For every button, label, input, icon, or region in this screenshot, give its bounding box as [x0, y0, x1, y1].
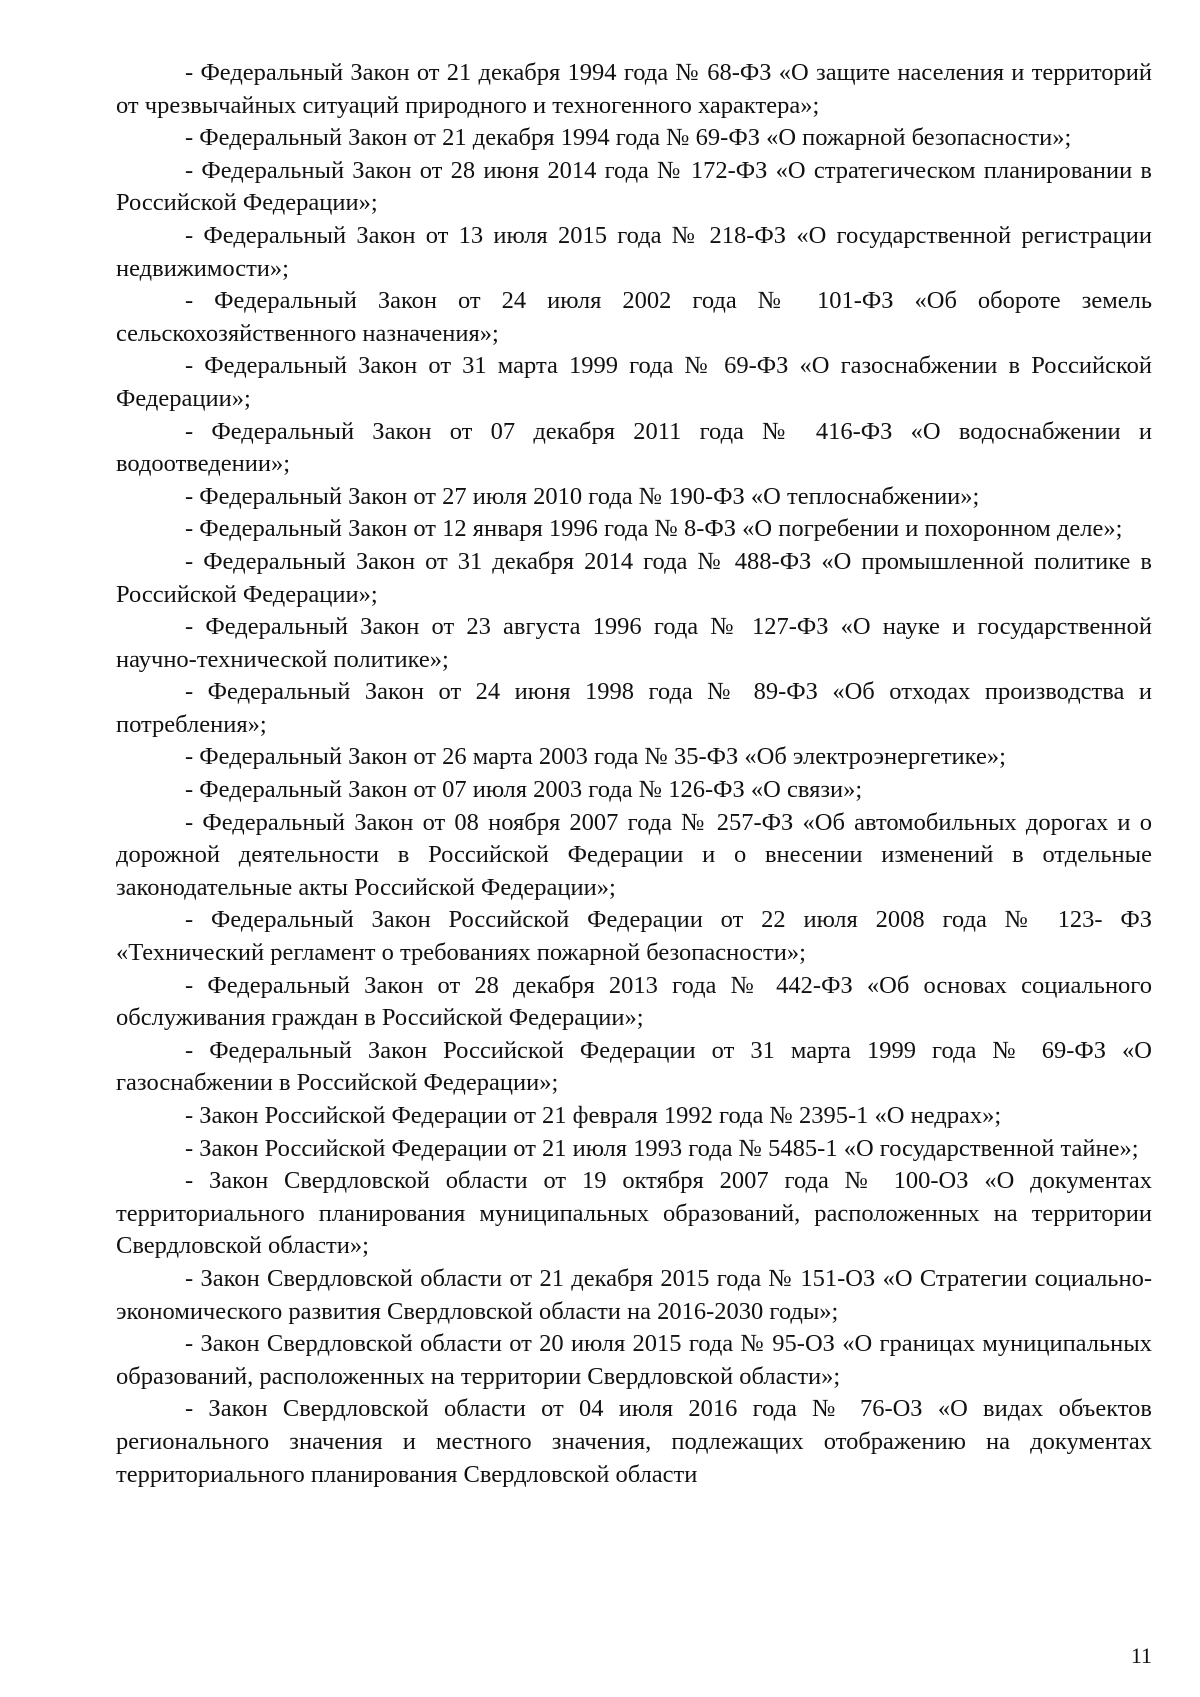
law-item: - Федеральный Закон от 24 июня 1998 года № 89-ФЗ «Об отходах производства и потребления»;	[116, 678, 1152, 738]
law-item: - Федеральный Закон от 12 января 1996 года № 8-ФЗ «О погребении и похоронном деле»;	[185, 515, 1123, 543]
law-item: - Закон Российской Федерации от 21 февраля 1992 года № 2395-1 «О недрах»;	[185, 1102, 1002, 1129]
law-item: - Закон Свердловской области от 21 декабря 2015 года № 151-ОЗ «О Стратегии социально-экономического развития Свердловской области на 2016-2030 годы»;	[116, 1264, 1152, 1325]
law-item: - Федеральный Закон от 26 марта 2003 года № 35-ФЗ «Об электроэнергетике»;	[185, 743, 1006, 771]
law-item: - Федеральный Закон от 21 декабря 1994 года № 69-ФЗ «О пожарной безопасности»;	[185, 124, 1072, 152]
page-number: 11	[1130, 1643, 1152, 1668]
law-item: - Федеральный Закон от 13 июля 2015 года № 218-ФЗ «О государственной регистрации недвижимости»;	[116, 221, 1152, 282]
law-item: - Федеральный Закон от 31 марта 1999 года № 69-ФЗ «О газоснабжении в Российской Федерации»;	[116, 352, 1152, 412]
law-item: - Закон Свердловской области от 04 июля 2016 года № 76-ОЗ «О видах объектов регионального значения и местного значения, подлежащих отображению на документах территориального планирования Свердловской области	[116, 1395, 1152, 1488]
law-item: - Федеральный Закон Российской Федерации от 22 июля 2008 года № 123- ФЗ «Технический регламент о требованиях пожарной безопасности»;	[116, 906, 1152, 967]
law-item: - Закон Свердловской области от 20 июля 2015 года № 95-ОЗ «О границах муниципальных образований, расположенных на территории Свердловской области»;	[116, 1330, 1152, 1390]
law-item: - Федеральный Закон от 31 декабря 2014 года № 488-ФЗ «О промышленной политике в Российской Федерации»;	[116, 547, 1152, 608]
law-item: - Федеральный Закон от 08 ноября 2007 года № 257-ФЗ «Об автомобильных дорогах и о дорожной деятельности в Российской Федерации и о внесении изменений в отдельные законодательные акты Российской Федерации»;	[116, 808, 1152, 901]
law-item: - Федеральный Закон от 28 июня 2014 года № 172-ФЗ «О стратегическом планировании в Российской Федерации»;	[116, 156, 1152, 217]
law-item: - Закон Свердловской области от 19 октября 2007 года № 100-ОЗ «О документах территориального планирования муниципальных образований, расположенных на территории Свердловской области»;	[116, 1167, 1152, 1260]
law-item: - Федеральный Закон от 07 июля 2003 года № 126-ФЗ «О связи»;	[185, 776, 863, 804]
law-item: - Федеральный Закон от 27 июля 2010 года № 190-ФЗ «О теплоснабжении»;	[185, 482, 980, 510]
law-item: - Федеральный Закон от 23 августа 1996 года № 127-ФЗ «О науке и государственной научно-технической политике»;	[116, 613, 1152, 673]
law-item: - Федеральный Закон от 07 декабря 2011 года № 416-ФЗ «О водоснабжении и водоотведении»;	[116, 417, 1152, 478]
law-item: - Федеральный Закон от 24 июля 2002 года № 101-ФЗ «Об обороте земель сельскохозяйственного назначения»;	[116, 287, 1152, 347]
law-item: - Закон Российской Федерации от 21 июля 1993 года № 5485-1 «О государственной тайне»;	[185, 1134, 1139, 1162]
law-item: - Федеральный Закон от 21 декабря 1994 года № 68-ФЗ «О защите населения и территорий от чрезвычайных ситуаций природного и техногенного характера»;	[116, 59, 1152, 119]
law-item: - Федеральный Закон Российской Федерации от 31 марта 1999 года № 69-ФЗ «О газоснабжении в Российской Федерации»;	[116, 1036, 1152, 1097]
document-body	[116, 57, 1152, 1491]
law-item: - Федеральный Закон от 28 декабря 2013 года № 442-ФЗ «Об основах социального обслуживания граждан в Российской Федерации»;	[116, 971, 1152, 1032]
